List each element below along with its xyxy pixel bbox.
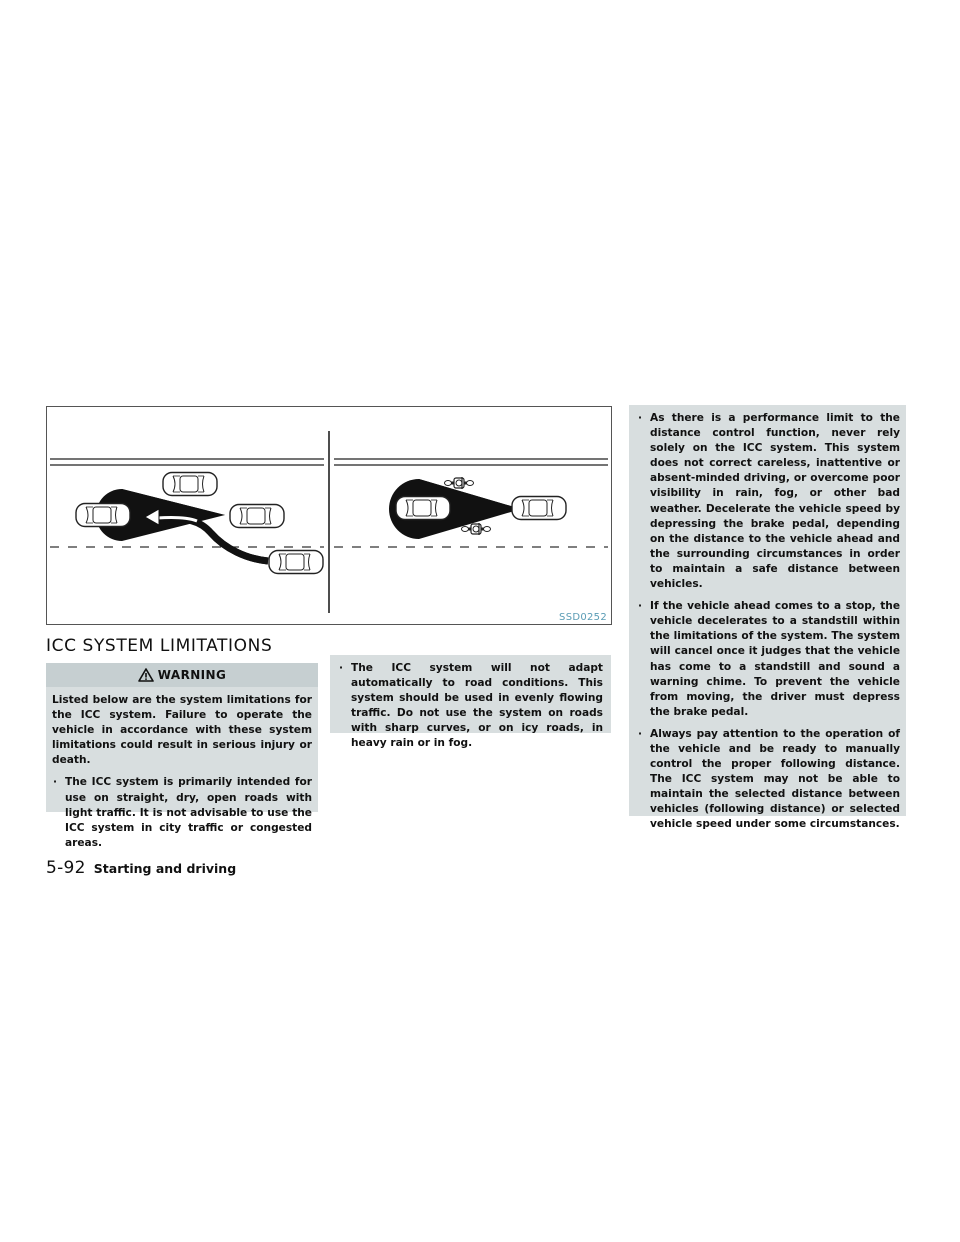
warning-heading: WARNING [157, 668, 227, 682]
bullet-text: If the vehicle ahead comes to a stop, the vehicle decelerates to a standstill within the limitations of the system. The system will cancel once it judges that the vehicle has come to a standstill and sound a warning chime. To prevent the vehicle from moving, the driver must depress the brake pedal. [650, 600, 900, 718]
warning-continued-box [330, 655, 611, 750]
bullet-text: The ICC system will not adapt automatically to road conditions. This system should be used in evenly flowing traffic. Do not use the system on roads with sharp curves, or on icy roads, in heavy rain or in fog. [351, 662, 603, 750]
bullet-mark: · [339, 662, 344, 674]
bullet-text: Always pay attention to the operation of the vehicle and be ready to manually control the proper following distance. The ICC system may not be able to maintain the selected distance between vehicles (following distance) or selected vehicle speed under some circumstances. [650, 727, 900, 831]
page-number: 5-92 [46, 858, 86, 878]
figure-id-label: SSD0252 [559, 612, 607, 623]
road-diagram [47, 407, 611, 624]
bullet-mark: · [638, 412, 643, 424]
warning-bullet [52, 775, 312, 850]
warning-bullet [637, 599, 900, 720]
bullet-mark: · [638, 600, 643, 613]
warning-box [46, 663, 318, 849]
warning-triangle-icon [138, 668, 154, 682]
bullet-text: As there is a performance limit to the distance control function, never rely solely on the ICC system. This system does not correct careless, inattentive or absent-minded driving, or overcome poor visibility in rain, fog, or other bad weather. Decelerate the vehicle speed by depressing the brake pedal, depending on the distance to the vehicle ahead and the surrounding circumstances in order to maintain a safe distance between vehicles. [650, 412, 900, 591]
warning-header [46, 663, 318, 687]
bullet-text: The ICC system is primarily intended for use on straight, dry, open roads with light traffic. It is not advisable to use the ICC system in city traffic or congested areas. [65, 776, 312, 849]
warning-bullet [637, 727, 900, 833]
warning-bullet [637, 411, 900, 592]
section-title: ICC SYSTEM LIMITATIONS [46, 636, 273, 656]
warning-continued-box [629, 405, 906, 831]
bullet-mark: · [638, 727, 643, 740]
warning-bullet [338, 661, 603, 752]
icc-illustration [46, 406, 612, 625]
warning-intro: Listed below are the system limitations for the ICC system. Failure to operate the vehicle in accordance with these system limitations could result in serious injury or death. [52, 694, 312, 767]
page-footer [46, 858, 236, 878]
chapter-title: Starting and driving [93, 861, 237, 876]
bullet-mark: · [53, 776, 58, 789]
